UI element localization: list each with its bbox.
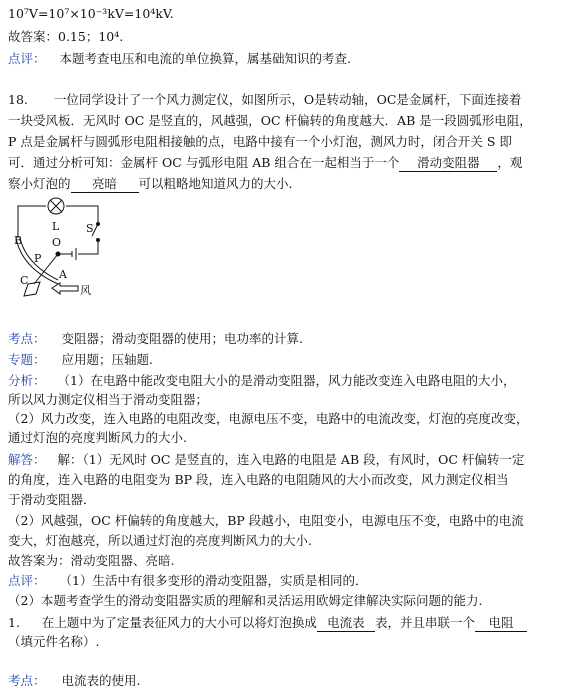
q1-blank-2: 电阻 (475, 615, 527, 632)
formula-line: 10⁷V=10⁷×10⁻³kV=10⁴kV. (8, 6, 174, 21)
kaodian-label: 考点： (8, 331, 46, 346)
zhuanti-line: 专题： 应用题；压轴题. (8, 352, 153, 367)
previous-answer: 故答案：0.15；10⁴. (8, 29, 124, 44)
label-p: P (34, 252, 42, 265)
q1-number: 1. (8, 615, 20, 630)
comment-text: 本题考查电压和电流的单位换算，属基础知识的考查. (59, 51, 351, 66)
label-a: A (59, 268, 67, 281)
q1-blank-1: 电流表 (317, 615, 375, 632)
label-s: S (86, 222, 94, 235)
label-wind: 风 (80, 284, 91, 297)
dianping-line-2: （2）本题考查学生的滑动变阻器实质的理解和灵活运用欧姆定律解决实际问题的能力. (8, 593, 483, 608)
q18-blank-2: 亮暗 (71, 176, 139, 193)
circuit-wire-left (18, 206, 46, 238)
label-l: L (52, 220, 60, 233)
jieda-line-2: 的角度，连入电路的电阻变为 BP 段，连入电路的电阻随风的大小而改变，风力测定仪相当 (8, 472, 509, 487)
label-c: C (20, 274, 29, 287)
wind-arrow-icon (52, 283, 78, 294)
fenxi-line-1: 分析： （1）在电路中能改变电阻大小的是滑动变阻器，风力能改变连入电路电阻的大小， (8, 373, 516, 388)
jieda-line-4: （2）风越强，OC 杆偏转的角度越大，BP 段越小，电阻变小，电源电压不变，电路中的电流 (8, 513, 524, 528)
q1-line-1: 1. 在上题中为了定量表征风力的大小可以将灯泡换成 电流表 表，并且串联一个 电阻 (8, 615, 527, 632)
label-o: O (52, 236, 62, 249)
kaodian-line: 考点： 变阻器；滑动变阻器的使用；电功率的计算. (8, 331, 303, 346)
q1-kaodian-line: 考点： 电流表的使用. (8, 673, 141, 688)
fenxi-line-4: 通过灯泡的亮度判断风力的大小. (8, 430, 187, 445)
q18-number: 18. (8, 92, 28, 107)
q1-line-2: （填元件名称）. (8, 634, 100, 649)
q18-line-5: 察小灯泡的 亮暗 可以粗略地知道风力的大小. (8, 176, 293, 191)
fenxi-line-2: 所以风力测定仪相当于滑动变阻器； (8, 392, 209, 407)
fenxi-line-3: （2）风力改变，连入电路的电阻改变，电源电压不变，电路中的电流改变，灯泡的亮度改变， (8, 411, 529, 426)
previous-comment (8, 51, 351, 67)
q18-line-3: P 点是金属杆与圆弧形电阻相接触的点，电路中接有一个小灯泡，测风力时，闭合开关 S 即 (8, 134, 512, 149)
label-b: B (14, 234, 23, 247)
jieda-line-5: 变大，灯泡越亮，所以通过灯泡的亮度判断风力的大小. (8, 533, 312, 548)
final-answer: 故答案为：滑动变阻器、亮暗. (8, 553, 175, 568)
comment-label: 点评： (8, 51, 46, 66)
circuit-wire-right (66, 206, 98, 222)
zhuanti-label: 专题： (8, 352, 46, 367)
jieda-label: 解答： (8, 452, 46, 467)
q1-kaodian-label: 考点： (8, 673, 46, 688)
wind-meter-diagram (8, 196, 108, 306)
dianping-line-1: 点评： （1）生活中有很多变形的滑动变阻器，实质是相同的． (8, 573, 368, 588)
fenxi-label: 分析： (8, 373, 46, 388)
jieda-line-1: 解答： 解：（1）无风时 OC 是竖直的，连入电路的电阻是 AB 段，有风时，OC 杆偏转一定 (8, 452, 525, 467)
q18-line-2: 一块受风板．无风时 OC 是竖直的，风越强，OC 杆偏转的角度越大．AB 是一段圆弧形电阻， (8, 113, 532, 128)
jieda-line-3: 于滑动变阻器． (8, 492, 96, 507)
q18-line-1: 18. 一位同学设计了一个风力测定仪，如图所示，O是转动轴，OC是金属杆，下面连接着 (8, 92, 522, 107)
dianping-label: 点评： (8, 573, 46, 588)
q18-line-4: 可．通过分析可知：金属杆 OC 与弧形电阻 AB 组合在一起相当于一个 滑动变阻器 ，观 (8, 155, 523, 170)
q18-blank-1: 滑动变阻器 (399, 155, 497, 172)
